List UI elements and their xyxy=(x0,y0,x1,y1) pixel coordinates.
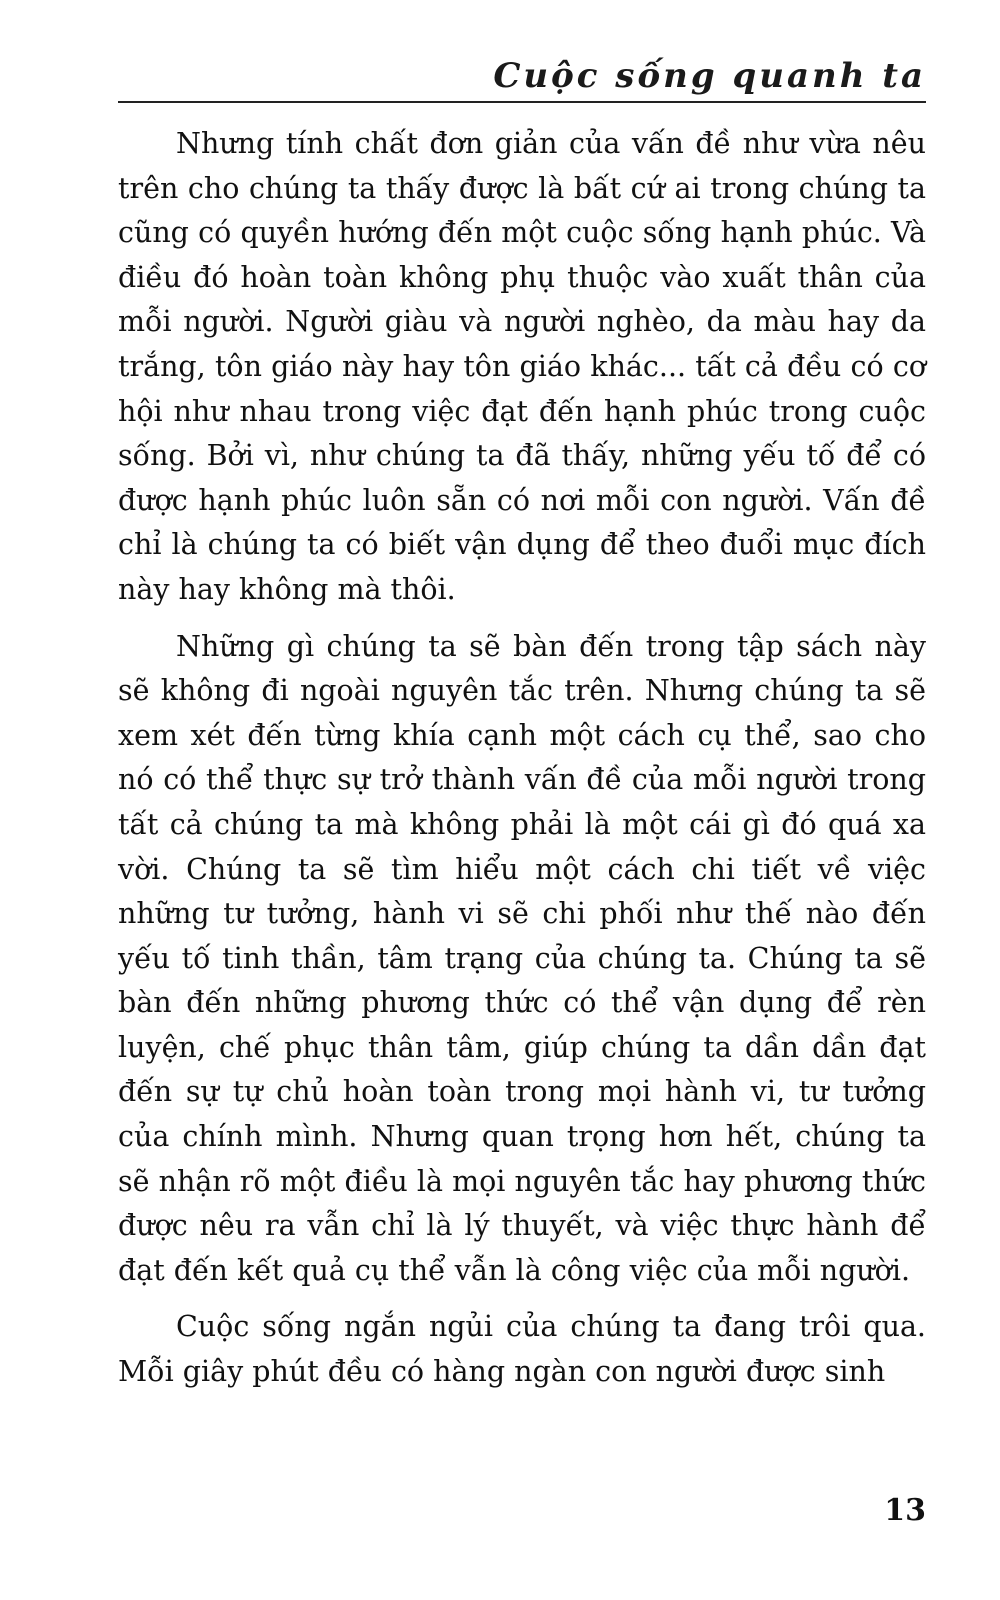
paragraph-1: Nhưng tính chất đơn giản của vấn đề như vừa nêu trên cho chúng ta thấy được là bất cứ ai trong chúng ta cũng có quyền hướng đến một cuộc sống hạnh phúc. Và điều đó hoàn toàn không phụ thuộc vào xuất thân của mỗi người. Người giàu và người nghèo, da màu hay da trắng, tôn giáo này hay tôn giáo khác... tất cả đều có cơ hội như nhau trong việc đạt đến hạnh phúc trong cuộc sống. Bởi vì, như chúng ta đã thấy, những yếu tố để có được hạnh phúc luôn sẵn có nơi mỗi con người. Vấn đề chỉ là chúng ta có biết vận dụng để theo đuổi mục đích này hay không mà thôi. xyxy=(118,127,926,606)
paragraph-3: Cuộc sống ngắn ngủi của chúng ta đang trôi qua. Mỗi giây phút đều có hàng ngàn con người được sinh xyxy=(118,1310,926,1389)
running-header: Cuộc sống quanh ta xyxy=(493,56,926,96)
body-text xyxy=(118,122,926,1407)
page-number: 13 xyxy=(884,1493,926,1528)
paragraph-2: Những gì chúng ta sẽ bàn đến trong tập sách này sẽ không đi ngoài nguyên tắc trên. Nhưng chúng ta sẽ xem xét đến từng khía cạnh một cách cụ thể, sao cho nó có thể thực sự trở thành vấn đề của mỗi người trong tất cả chúng ta mà không phải là một cái gì đó quá xa vời. Chúng ta sẽ tìm hiểu một cách chi tiết về việc những tư tưởng, hành vi sẽ chi phối như thế nào đến yếu tố tinh thần, tâm trạng của chúng ta. Chúng ta sẽ bàn đến những phương thức có thể vận dụng để rèn luyện, chế phục thân tâm, giúp chúng ta dần dần đạt đến sự tự chủ hoàn toàn trong mọi hành vi, tư tưởng của chính mình. Nhưng quan trọng hơn hết, chúng ta sẽ nhận rõ một điều là mọi nguyên tắc hay phương thức được nêu ra vẫn chỉ là lý thuyết, và việc thực hành để đạt đến kết quả cụ thể vẫn là công việc của mỗi người. xyxy=(118,629,926,1287)
header-rule xyxy=(118,101,926,103)
